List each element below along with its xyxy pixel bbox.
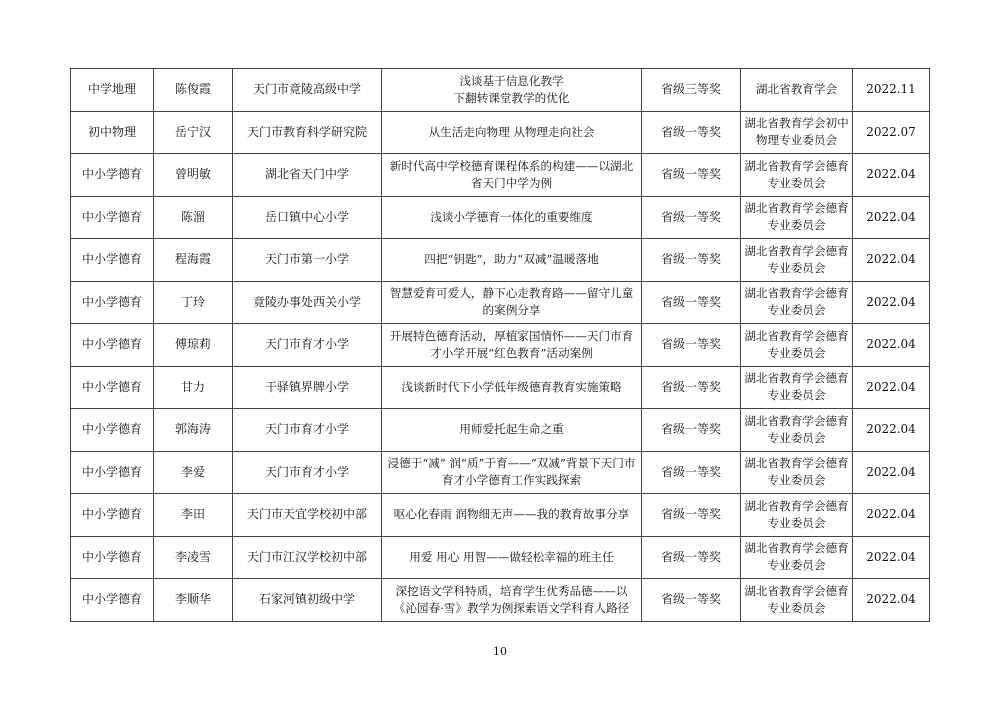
- name-cell: 陈俊霞: [154, 69, 233, 112]
- school-cell: 天门市竟陵高级中学: [233, 69, 382, 112]
- date-cell: 2022.04: [853, 366, 930, 409]
- table-row: [71, 196, 930, 239]
- name-cell: 丁玲: [154, 281, 233, 324]
- subject-cell: 中小学德育: [71, 324, 154, 367]
- subject-cell: 中小学德育: [71, 409, 154, 452]
- award-cell: 省级一等奖: [642, 494, 741, 537]
- school-cell: 天门市天宜学校初中部: [233, 494, 382, 537]
- organizer-cell: 湖北省教育学会德育专业委员会: [741, 579, 853, 622]
- subject-cell: 中小学德育: [71, 536, 154, 579]
- name-cell: 岳宁汉: [154, 111, 233, 154]
- date-cell: 2022.04: [853, 536, 930, 579]
- name-cell: 郭海涛: [154, 409, 233, 452]
- date-cell: 2022.07: [853, 111, 930, 154]
- organizer-cell: 湖北省教育学会德育专业委员会: [741, 154, 853, 197]
- table-row: [71, 579, 930, 622]
- school-cell: 干驿镇界牌小学: [233, 366, 382, 409]
- date-cell: 2022.04: [853, 409, 930, 452]
- table-row: [71, 536, 930, 579]
- award-cell: 省级一等奖: [642, 154, 741, 197]
- date-cell: 2022.04: [853, 196, 930, 239]
- organizer-cell: 湖北省教育学会: [741, 69, 853, 112]
- name-cell: 甘力: [154, 366, 233, 409]
- title-cell: 用师爱托起生命之重: [382, 409, 642, 452]
- organizer-cell: 湖北省教育学会德育专业委员会: [741, 324, 853, 367]
- school-cell: 天门市育才小学: [233, 451, 382, 494]
- date-cell: 2022.04: [853, 494, 930, 537]
- table-row: [71, 366, 930, 409]
- award-cell: 省级一等奖: [642, 536, 741, 579]
- subject-cell: 中小学德育: [71, 366, 154, 409]
- table-row: [71, 154, 930, 197]
- table-row: [71, 111, 930, 154]
- date-cell: 2022.04: [853, 324, 930, 367]
- school-cell: 竟陵办事处西关小学: [233, 281, 382, 324]
- school-cell: 石家河镇初级中学: [233, 579, 382, 622]
- award-cell: 省级一等奖: [642, 281, 741, 324]
- subject-cell: 中小学德育: [71, 579, 154, 622]
- title-cell: 深挖语文学科特质，培育学生优秀品德——以《沁园春·雪》教学为例探索语文学科育人路径: [382, 579, 642, 622]
- subject-cell: 中小学德育: [71, 451, 154, 494]
- name-cell: 李田: [154, 494, 233, 537]
- subject-cell: 中小学德育: [71, 281, 154, 324]
- subject-cell: 中学地理: [71, 69, 154, 112]
- school-cell: 天门市育才小学: [233, 324, 382, 367]
- title-cell: 四把“钥匙”，助力“双减”温暖落地: [382, 239, 642, 282]
- school-cell: 岳口镇中心小学: [233, 196, 382, 239]
- table-row: [71, 409, 930, 452]
- school-cell: 天门市第一小学: [233, 239, 382, 282]
- organizer-cell: 湖北省教育学会德育专业委员会: [741, 536, 853, 579]
- award-table: [70, 68, 930, 622]
- table-row: [71, 451, 930, 494]
- school-cell: 湖北省天门中学: [233, 154, 382, 197]
- organizer-cell: 湖北省教育学会德育专业委员会: [741, 366, 853, 409]
- subject-cell: 初中物理: [71, 111, 154, 154]
- date-cell: 2022.04: [853, 154, 930, 197]
- table-row: [71, 239, 930, 282]
- school-cell: 天门市育才小学: [233, 409, 382, 452]
- award-cell: 省级三等奖: [642, 69, 741, 112]
- name-cell: 李爱: [154, 451, 233, 494]
- organizer-cell: 湖北省教育学会德育专业委员会: [741, 239, 853, 282]
- school-cell: 天门市江汉学校初中部: [233, 536, 382, 579]
- organizer-cell: 湖北省教育学会德育专业委员会: [741, 451, 853, 494]
- title-cell: 浅谈新时代下小学低年级德育教育实施策略: [382, 366, 642, 409]
- award-cell: 省级一等奖: [642, 196, 741, 239]
- date-cell: 2022.04: [853, 281, 930, 324]
- date-cell: 2022.04: [853, 579, 930, 622]
- organizer-cell: 湖北省教育学会德育专业委员会: [741, 409, 853, 452]
- title-cell: 开展特色德育活动，厚植家国情怀——天门市育才小学开展“红色教育”活动案例: [382, 324, 642, 367]
- title-cell: 浅谈基于信息化教学 下翻转课堂教学的优化: [382, 69, 642, 112]
- award-cell: 省级一等奖: [642, 324, 741, 367]
- date-cell: 2022.11: [853, 69, 930, 112]
- name-cell: 李凌雪: [154, 536, 233, 579]
- award-cell: 省级一等奖: [642, 579, 741, 622]
- table-row: [71, 69, 930, 112]
- date-cell: 2022.04: [853, 239, 930, 282]
- organizer-cell: 湖北省教育学会德育专业委员会: [741, 281, 853, 324]
- organizer-cell: 湖北省教育学会初中物理专业委员会: [741, 111, 853, 154]
- table-body: [71, 69, 930, 622]
- title-cell: 呕心化春雨 润物细无声——我的教育故事分享: [382, 494, 642, 537]
- subject-cell: 中小学德育: [71, 196, 154, 239]
- page-number: 10: [493, 645, 507, 658]
- table-row: [71, 324, 930, 367]
- award-cell: 省级一等奖: [642, 111, 741, 154]
- school-cell: 天门市教育科学研究院: [233, 111, 382, 154]
- name-cell: 程海霞: [154, 239, 233, 282]
- table-row: [71, 494, 930, 537]
- name-cell: 曾明敏: [154, 154, 233, 197]
- title-cell: 新时代高中学校德育课程体系的构建——以湖北省天门中学为例: [382, 154, 642, 197]
- subject-cell: 中小学德育: [71, 239, 154, 282]
- title-cell: 浅谈小学德育一体化的重要维度: [382, 196, 642, 239]
- table-row: [71, 281, 930, 324]
- title-cell: 浸德于“减” 润“质”于育——“双减”背景下天门市育才小学德育工作实践探索: [382, 451, 642, 494]
- date-cell: 2022.04: [853, 451, 930, 494]
- award-cell: 省级一等奖: [642, 366, 741, 409]
- name-cell: 李顺华: [154, 579, 233, 622]
- title-cell: 智慧爱育可爱人，静下心走教育路——留守儿童的案例分享: [382, 281, 642, 324]
- award-cell: 省级一等奖: [642, 409, 741, 452]
- title-cell: 用爱 用心 用智——做轻松幸福的班主任: [382, 536, 642, 579]
- subject-cell: 中小学德育: [71, 154, 154, 197]
- award-cell: 省级一等奖: [642, 239, 741, 282]
- organizer-cell: 湖北省教育学会德育专业委员会: [741, 196, 853, 239]
- name-cell: 傅琼莉: [154, 324, 233, 367]
- subject-cell: 中小学德育: [71, 494, 154, 537]
- award-cell: 省级一等奖: [642, 451, 741, 494]
- title-cell: 从生活走向物理 从物理走向社会: [382, 111, 642, 154]
- name-cell: 陈溜: [154, 196, 233, 239]
- organizer-cell: 湖北省教育学会德育专业委员会: [741, 494, 853, 537]
